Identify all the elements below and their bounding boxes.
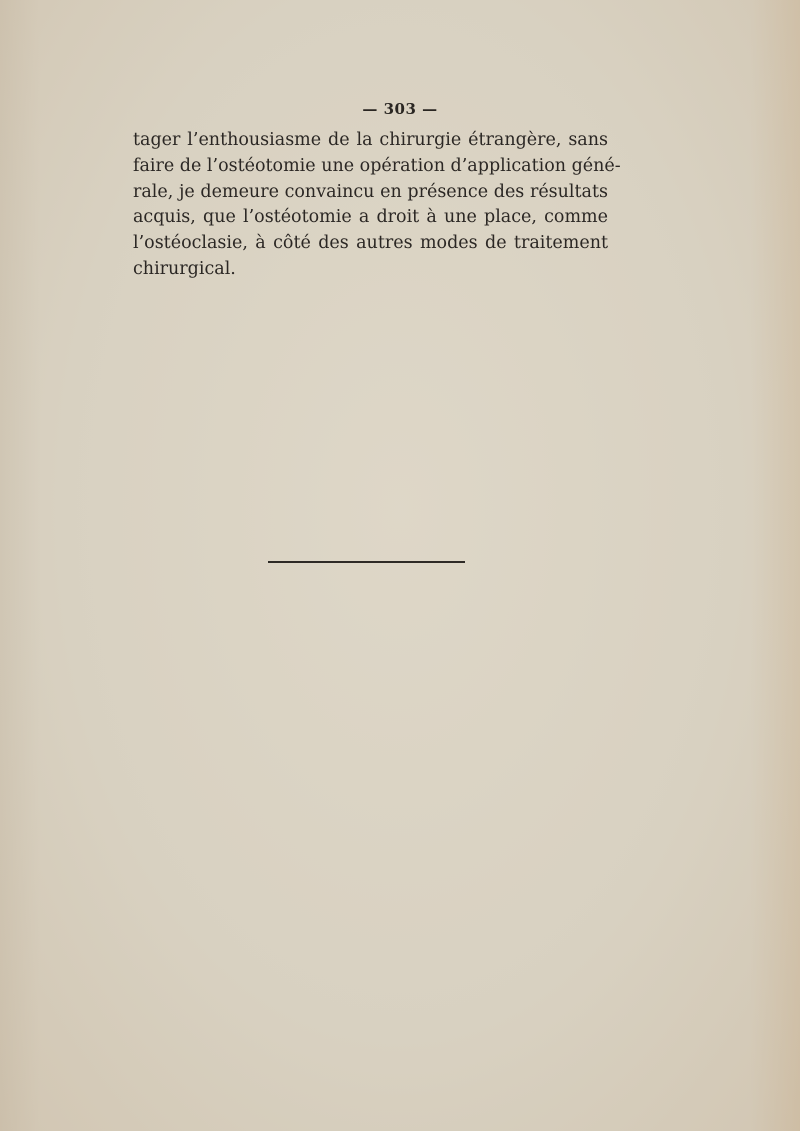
- body-paragraph: [133, 128, 621, 283]
- text-line: rale, je demeure convaincu en présence des résultats: [133, 181, 608, 202]
- text-line: faire de l’ostéotomie une opération d’application géné-: [133, 155, 621, 176]
- text-line: l’ostéoclasie, à côté des autres modes de traitement: [133, 233, 608, 254]
- text-line: chirurgical.: [133, 258, 236, 279]
- section-divider-rule: [268, 561, 465, 563]
- page-number: — 303 —: [362, 100, 438, 118]
- text-line: acquis, que l’ostéotomie a droit à une place, comme: [133, 207, 608, 228]
- text-line: tager l’enthousiasme de la chirurgie étrangère, sans: [133, 130, 608, 150]
